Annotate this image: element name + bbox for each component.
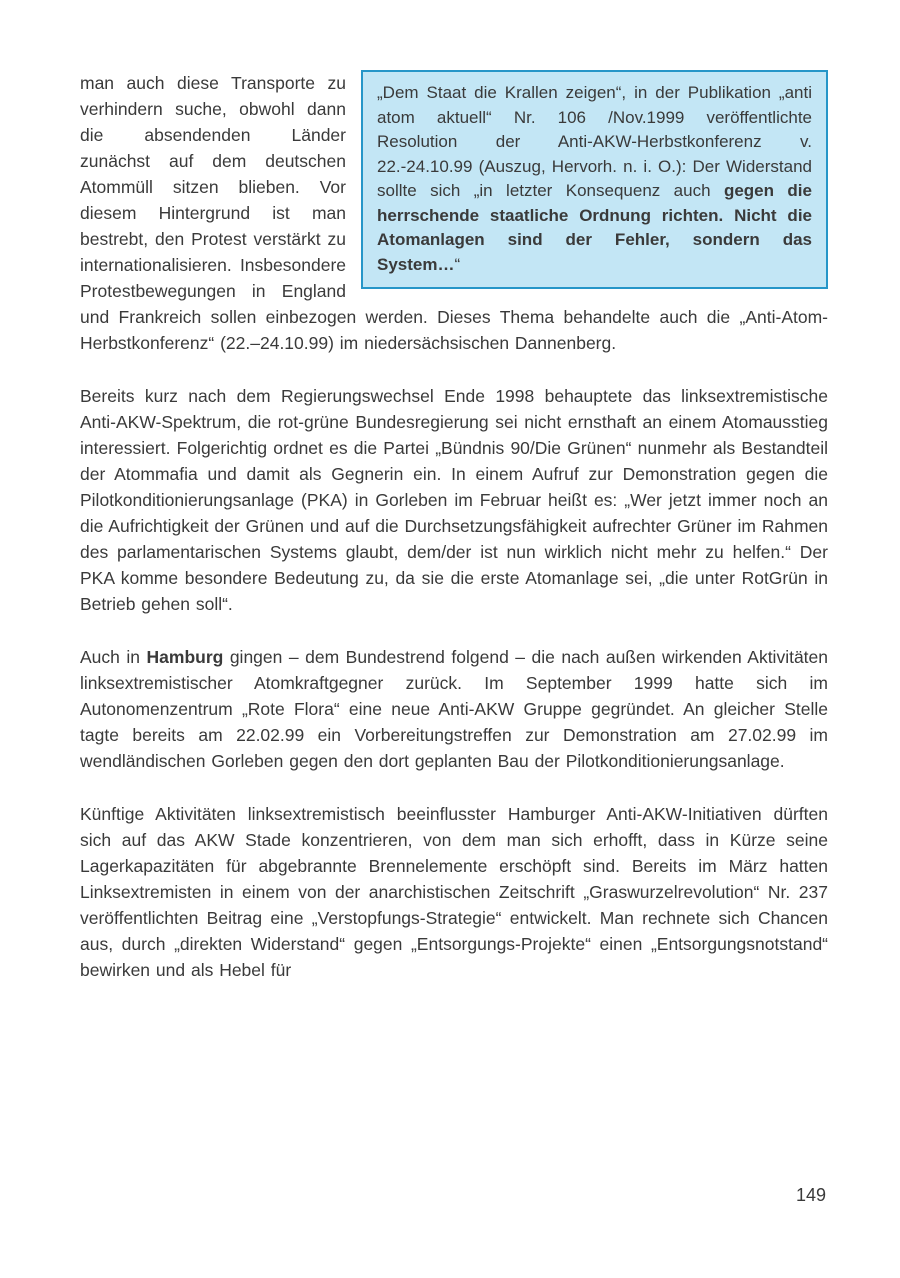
quote-box-closing-quote: “: [454, 254, 461, 274]
quote-box-text: „Dem Staat die Krallen zeigen“, in der Publikation „anti atom aktuell“ Nr. 106 /Nov.1999 veröffentlichte Resolution der Anti-AKW-Herbstkonferenz v. 22.-24.10.99 (Auszug, Hervorh. n. i. O.): Der Widerstand sollte sich „in letzter Konsequenz auch: [377, 83, 812, 200]
paragraph-kuenftige-aktivitaeten-text: Künftige Aktivitäten linksextremistisch beeinflusster Hamburger Anti-AKW-Initiativen dürften sich auf das AKW Stade konzentrieren, von dem man sich erhofft, dass in Kürze seine Lagerkapazitäten für abgebrannte Brennelemente erschöpft sind. Bereits im März hatten Linksextremisten in einem von der anarchistischen Zeitschrift „Graswurzelrevolution“ Nr. 237 veröffentlichten Beitrag eine „Verstopfungs-Strategie“ entwickelt. Man rechnete sich Chancen aus, durch „direkten Widerstand“ gegen „Entsorgungs-Projekte“ einen „Entsorgungsnotstand“ bewirken und als Hebel für: [80, 804, 828, 980]
paragraph-regierungswechsel-text: Bereits kurz nach dem Regierungswechsel Ende 1998 behauptete das linksextremistische Anti-AKW-Spektrum, die rot-grüne Bundesregierung sei nicht ernsthaft an einem Atomausstieg interessiert. Folgerichtig ordnet es die Partei „Bündnis 90/Die Grünen“ nunmehr als Bestandteil der Atommafia und damit als Gegnerin ein. In einem Aufruf zur Demonstration gegen die Pilotkonditionierungsanlage (PKA) in Gorleben im Februar heißt es: „Wer jetzt immer noch an die Aufrichtigkeit der Grünen und auf die Durchsetzungsfähigkeit aufrechter Grüner im Rahmen des parlamentarischen Systems glaubt, dem/der ist nun wirklich nicht mehr zu helfen.“ Der PKA komme besondere Bedeutung zu, da sie die erste Atomanlage sei, „die unter RotGrün in Betrieb gehen soll“.: [80, 386, 828, 614]
paragraph-kuenftige-aktivitaeten: [80, 801, 828, 983]
page-number: 149: [795, 1185, 826, 1205]
quote-box-bold-text: gegen die herrschende staatliche Ordnung richten. Nicht die Atomanlagen sind der Fehler, sondern das System…: [377, 181, 812, 274]
paragraph-transporte: [80, 70, 828, 356]
paragraph-transporte-text: man auch diese Transporte zu verhindern suche, obwohl dann die absendenden Länder zunächst auf dem deutschen Atommüll sitzen blieben. Vor diesem Hintergrund ist man bestrebt, den Protest verstärkt zu internationalisieren. Insbesondere Protestbewegungen in England und Frankreich sollen einbezogen werden. Dieses Thema behandelte auch die „Anti-Atom-Herbstkonferenz“ (22.–24.10.99) im niedersächsischen Dannenberg.: [80, 73, 828, 353]
paragraph-hamburg-text-after: gingen – dem Bundestrend folgend – die nach außen wirkenden Aktivitäten linksextremistischer Atomkraftgegner zurück. Im September 1999 hatte sich im Autonomenzentrum „Rote Flora“ eine neue Anti-AKW Gruppe gegründet. An gleicher Stelle tagte bereits am 22.02.99 ein Vorbereitungstreffen zur Demonstration am 27.02.99 im wendländischen Gorleben gegen den dort geplanten Bau der Pilotkonditionierungsanlage.: [80, 647, 829, 771]
paragraph-hamburg: [80, 644, 828, 774]
quote-box: [361, 70, 828, 289]
page-content: [80, 70, 828, 1010]
paragraph-regierungswechsel: [80, 383, 828, 617]
paragraph-hamburg-bold: Hamburg: [146, 647, 224, 667]
paragraph-hamburg-text-before: Auch in: [80, 647, 147, 667]
